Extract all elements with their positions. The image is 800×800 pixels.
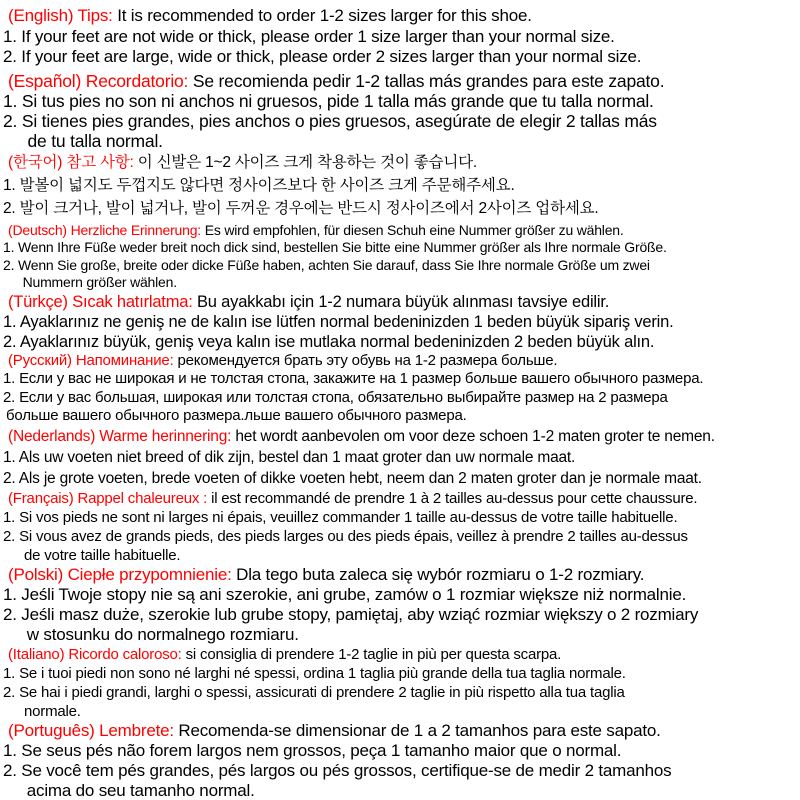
section-english xyxy=(3,6,798,68)
tip-line-2: 2. Ayaklarınız büyük, geniş veya kalın ise mutlaka normal bedeninizden 2 beden büyük alın. xyxy=(3,332,655,351)
heading-intro-text: Se recomienda pedir 1-2 tallas más grandes para este zapato. xyxy=(192,70,665,91)
tip-line-2: 2. Als je grote voeten, brede voeten of dikke voeten hebt, neem dan 2 maten groter dan je normale maat. xyxy=(3,469,702,487)
heading-line xyxy=(3,6,798,27)
section-polski xyxy=(3,565,798,645)
language-heading: (Français) Rappel chaleureux : xyxy=(8,489,208,507)
language-heading: (Русский) Напоминание: xyxy=(8,351,174,369)
section-nederlands xyxy=(3,426,798,489)
tip-line-2: 2. Wenn Sie große, breite oder dicke Füße haben, achten Sie darauf, dass Sie Ihre normale Größe um zwei xyxy=(3,256,650,273)
section-turkce xyxy=(3,292,798,352)
heading-intro-text: Es wird empfohlen, für diesen Schuh eine Nummer größer zu wählen. xyxy=(204,221,624,238)
tip-line-1: 1. Se i tuoi piedi non sono né larghi né spessi, ordina 1 taglia più grande della tua taglia normale. xyxy=(3,664,626,682)
tip-line-continuation: de votre taille habituelle. xyxy=(24,546,181,564)
section-korean xyxy=(3,151,798,220)
tip-line-2: 2. Si tienes pies grandes, pies anchos o pies gruesos, asegúrate de elegir 2 tallas más xyxy=(3,110,657,131)
section-russian xyxy=(3,352,798,426)
tip-line-continuation: w stosunku do normalnego rozmiaru. xyxy=(26,624,299,644)
heading-intro-text: Dla tego buta zaleca się wybór rozmiaru o 1-2 rozmiary. xyxy=(236,564,645,584)
tip-line-continuation: acima do seu tamanho normal. xyxy=(26,780,255,800)
heading-line xyxy=(3,489,798,508)
tip-line-1: 1. Si vos pieds ne sont ni larges ni épais, veuillez commander 1 taille au-dessus de votre taille habituelle. xyxy=(3,508,678,526)
heading-line xyxy=(3,292,798,312)
tip-line-1: 1. Jeśli Twoje stopy nie są ani szerokie, ani grube, zamów o 1 rozmiar większe niż normalnie. xyxy=(3,584,687,604)
section-francais xyxy=(3,489,798,565)
tip-line-2: 2. Если у вас большая, широкая или толстая стопа, обязательно выбирайте размер на 2 размера xyxy=(3,388,668,406)
tip-line-continuation: больше вашего обычного размера.льше вашего обычного размера. xyxy=(6,407,467,424)
tip-line-2: 2. 발이 크거나, 발이 넓거나, 발이 두꺼운 경우에는 반드시 정사이즈에서 2사이즈 업하세요. xyxy=(3,199,599,217)
heading-intro-text: It is recommended to order 1-2 sizes larger for this shoe. xyxy=(117,6,532,25)
heading-line xyxy=(3,721,798,741)
heading-intro-text: Recomenda-se dimensionar de 1 a 2 tamanhos para este sapato. xyxy=(178,720,661,740)
heading-intro-text: het wordt aanbevolen om voor deze schoen 1-2 maten groter te nemen. xyxy=(235,427,715,445)
tip-line-1: 1. Si tus pies no son ni anchos ni gruesos, pide 1 talla más grande que tu talla normal. xyxy=(3,90,654,111)
tip-line-2: 2. Jeśli masz duże, szerokie lub grube stopy, pamiętaj, aby wziąć rozmiar większy o 2 rozmiary xyxy=(3,604,699,624)
tip-line-2: 2. Si vous avez de grands pieds, des pieds larges ou des pieds épais, veillez à prendre 2 tailles au-dessus xyxy=(3,527,688,545)
tip-line-1: 1. Если у вас не широкая и не толстая стопа, закажите на 1 размер больше вашего обычного размера. xyxy=(3,370,704,387)
tip-line-continuation: Nummern größer wählen. xyxy=(22,274,177,290)
heading-intro-text: Bu ayakkabı için 1-2 numara büyük alınması tavsiye edilir. xyxy=(197,292,610,311)
heading-intro-text: il est recommandé de prendre 1 à 2 tailles au-dessus pour cette chaussure. xyxy=(211,489,698,507)
tip-line-continuation: de tu talla normal. xyxy=(27,130,163,151)
tip-line-2: 2. Se você tem pés grandes, pés largos ou pés grossos, certifique-se de medir 2 tamanhos xyxy=(3,760,672,780)
tip-line-2: 2. Se hai i piedi grandi, larghi o spessi, assicurati di prendere 2 taglie in più rispetto alla tua taglia xyxy=(3,683,625,701)
heading-intro-text: рекомендуется брать эту обувь на 1-2 размера больше. xyxy=(177,351,558,369)
language-heading: (Español) Recordatorio: xyxy=(8,70,189,91)
section-portugues xyxy=(3,721,798,800)
heading-line xyxy=(3,151,798,174)
language-heading: (English) Tips: xyxy=(8,6,113,25)
heading-line xyxy=(3,426,798,447)
section-espanol xyxy=(3,71,798,151)
language-heading: (Polski) Ciepłe przypomnienie: xyxy=(8,564,232,584)
section-italiano xyxy=(3,645,798,721)
language-heading: (Türkçe) Sıcak hatırlatma: xyxy=(8,292,193,311)
tip-line-continuation: normale. xyxy=(24,702,81,720)
heading-intro-text: 이 신발은 1~2 사이즈 크게 착용하는 것이 좋습니다. xyxy=(137,153,477,171)
tip-line-1: 1. Wenn Ihre Füße weder breit noch dick sind, bestellen Sie bitte eine Nummer größer als Ihre normale Größe. xyxy=(3,239,667,255)
tip-line-2: 2. If your feet are large, wide or thick, please order 2 sizes larger than your normal size. xyxy=(3,47,642,66)
tip-line-1: 1. 발볼이 넓지도 두껍지도 않다면 정사이즈보다 한 사이즈 크게 주문해주세요. xyxy=(3,176,515,194)
language-heading: (한국어) 참고 사항: xyxy=(8,153,134,171)
heading-line xyxy=(3,71,798,91)
tip-line-1: 1. If your feet are not wide or thick, please order 1 size larger than your normal size. xyxy=(3,26,615,46)
size-tips-notice xyxy=(3,6,798,800)
tip-line-1: 1. Als uw voeten niet breed of dik zijn, bestel dan 1 maat groter dan uw normale maat. xyxy=(3,448,576,466)
language-heading: (Italiano) Ricordo caloroso: xyxy=(8,645,182,663)
tip-line-1: 1. Ayaklarınız ne geniş ne de kalın ise lütfen normal bedeninizden 1 beden büyük sipariş verin. xyxy=(3,312,674,331)
heading-line xyxy=(3,645,798,664)
heading-line xyxy=(3,222,798,240)
heading-intro-text: si consiglia di prendere 1-2 taglie in più per questa scarpa. xyxy=(185,645,562,663)
heading-line xyxy=(3,565,798,585)
section-deutsch xyxy=(3,222,798,292)
language-heading: (Deutsch) Herzliche Erinnerung: xyxy=(8,221,201,238)
language-heading: (Português) Lembrete: xyxy=(8,720,174,740)
heading-line xyxy=(3,352,798,371)
language-heading: (Nederlands) Warme herinnering: xyxy=(8,427,232,445)
tip-line-1: 1. Se seus pés não forem largos nem grossos, peça 1 tamanho maior que o normal. xyxy=(3,740,622,760)
